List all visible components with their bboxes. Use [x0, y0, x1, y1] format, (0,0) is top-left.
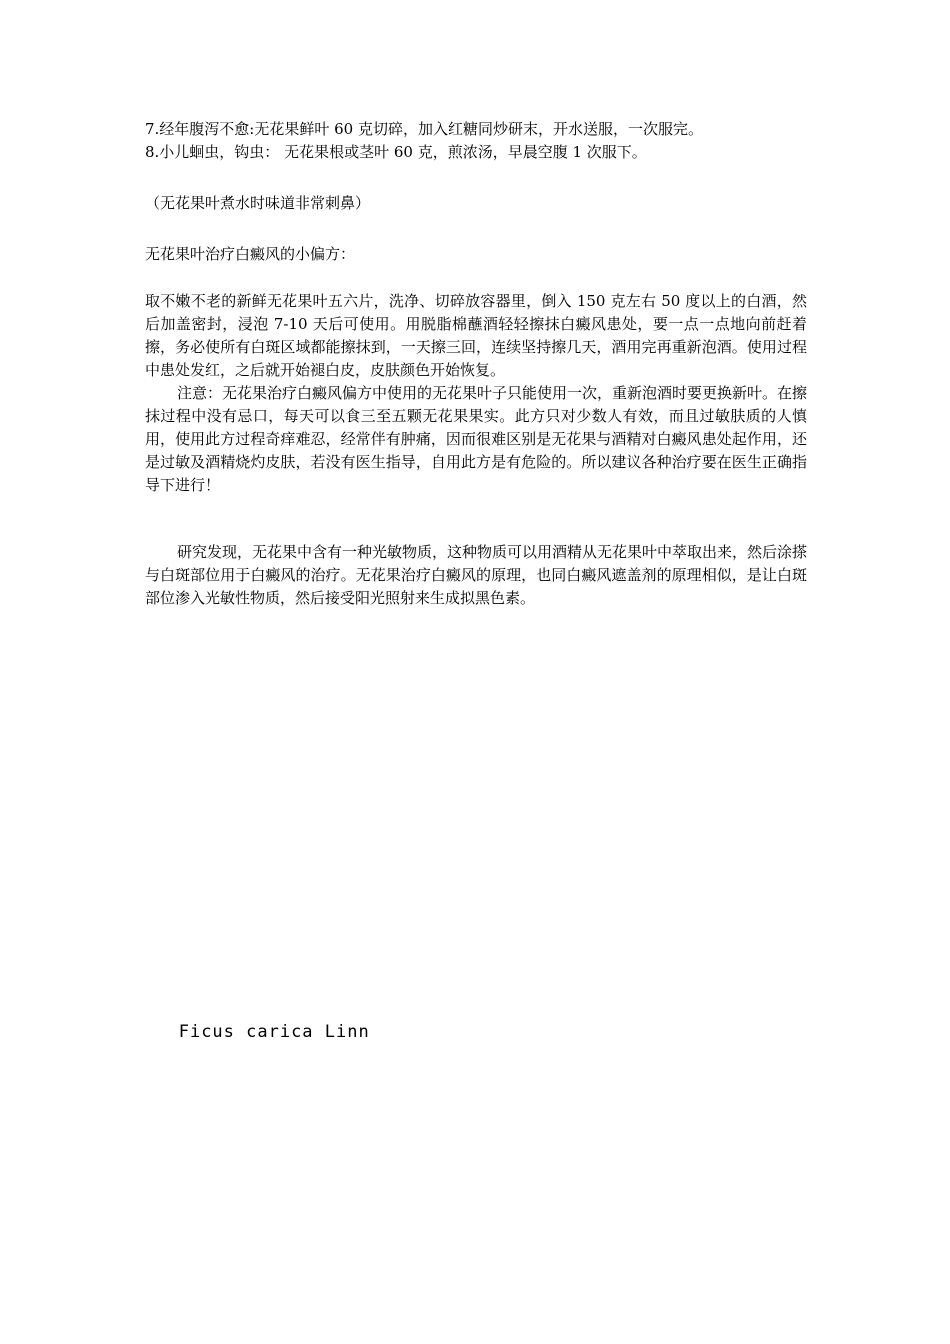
recipe-paragraph: 取不嫩不老的新鲜无花果叶五六片，洗净、切碎放容器里，倒入 150 克左右 50 度以上的白酒，然后加盖密封，浸泡 7-10 天后可使用。用脱脂棉蘸酒轻轻擦抹白癜风患处，要一点一点地向前赶着擦，务必使所有白斑区域都能擦抹到，一天擦三回，连续坚持擦几天，酒用完再重新泡酒。使用过程中患处发红，之后就开始褪白皮，皮肤颜色开始恢复。 [145, 292, 807, 379]
remedy-item-7: 7.经年腹泻不愈:无花果鲜叶 60 克切碎，加入红糖同炒研末，开水送服，一次服完。 [145, 120, 703, 138]
latin-name-line [145, 1022, 370, 1042]
note-text: （无花果叶煮水时味道非常刺鼻） [145, 194, 371, 212]
remedy-item-8: 8.小儿蛔虫，钩虫： 无花果根或茎叶 60 克，煎浓汤，早晨空腹 1 次服下。 [145, 143, 647, 161]
section-heading: 无花果叶治疗白癜风的小偏方： [145, 245, 356, 263]
research-paragraph: 研究发现，无花果中含有一种光敏物质，这种物质可以用酒精从无花果叶中萃取出来，然后涂搽与白斑部位用于白癜风的治疗。无花果治疗白癜风的原理，也同白癜风遮盖剂的原理相似，是让白斑部位渗入光敏性物质，然后接受阳光照射来生成拟黑色素。 [145, 543, 808, 607]
caution-paragraph: 注意：无花果治疗白癜风偏方中使用的无花果叶子只能使用一次，重新泡酒时要更换新叶。在擦抹过程中没有忌口，每天可以食三至五颗无花果果实。此方只对少数人有效，而且过敏肤质的人慎用，使用此方过程奇痒难忍，经常伴有肿痛，因而很难区别是无花果与酒精对白癜风患处起作用，还是过敏及酒精烧灼皮肤，若没有医生指导，自用此方是有危险的。所以建议各种治疗要在医生正确指导下进行！ [145, 384, 808, 494]
latin-name: Ficus carica Linn [178, 1022, 370, 1042]
